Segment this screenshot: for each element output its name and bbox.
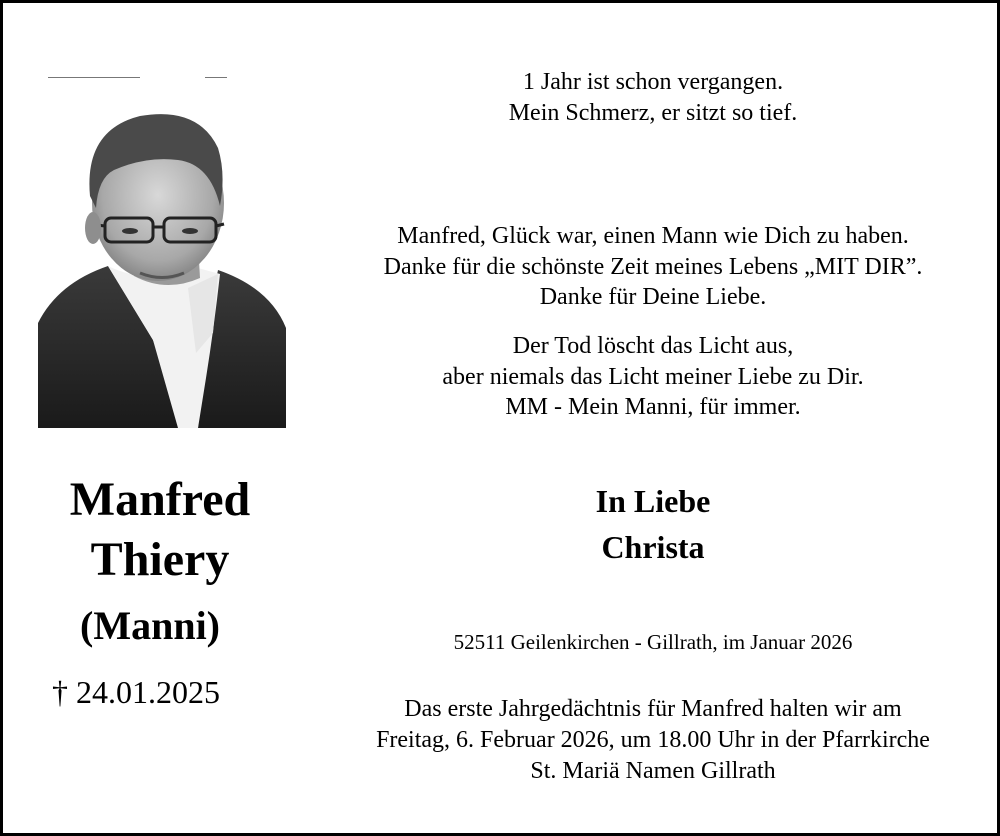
verse-line: Mein Schmerz, er sitzt so tief. [508, 99, 798, 126]
verse-2 [318, 221, 988, 313]
verse-line: Manfred, Glück war, einen Mann wie Dich zu haben. [397, 223, 909, 249]
verse-1 [318, 67, 988, 128]
deceased-first-name: Manfred [69, 473, 251, 526]
notice-line: St. Mariä Namen Gillrath [530, 758, 776, 784]
place-date: 52511 Geilenkirchen - Gillrath, im Januar 2026 [453, 630, 853, 654]
signature-line-1: In Liebe [595, 483, 711, 519]
verse-line: aber niemals das Licht meiner Liebe zu Dir. [442, 363, 864, 390]
verse-line: 1 Jahr ist schon vergangen. [522, 69, 784, 95]
verse-3 [318, 331, 988, 423]
verse-line: Danke für die schönste Zeit meines Lebens „MIT DIR”. [383, 253, 923, 280]
notice-line: Das erste Jahrgedächtnis für Manfred halten wir am [404, 696, 902, 722]
death-date: † 24.01.2025 [52, 674, 220, 710]
portrait-photo [38, 78, 286, 428]
deceased-last-name: Thiery [90, 533, 230, 586]
signature-line-2: Christa [601, 529, 705, 565]
verse-line: Danke für Deine Liebe. [539, 284, 767, 310]
verse-line: Der Tod löscht das Licht aus, [512, 333, 794, 359]
deceased-nickname: (Manni) [80, 603, 220, 648]
notice-line: Freitag, 6. Februar 2026, um 18.00 Uhr in der Pfarrkirche [376, 727, 930, 753]
verse-line: MM - Mein Manni, für immer. [505, 394, 801, 420]
signature [318, 478, 988, 570]
memorial-notice [318, 694, 988, 787]
